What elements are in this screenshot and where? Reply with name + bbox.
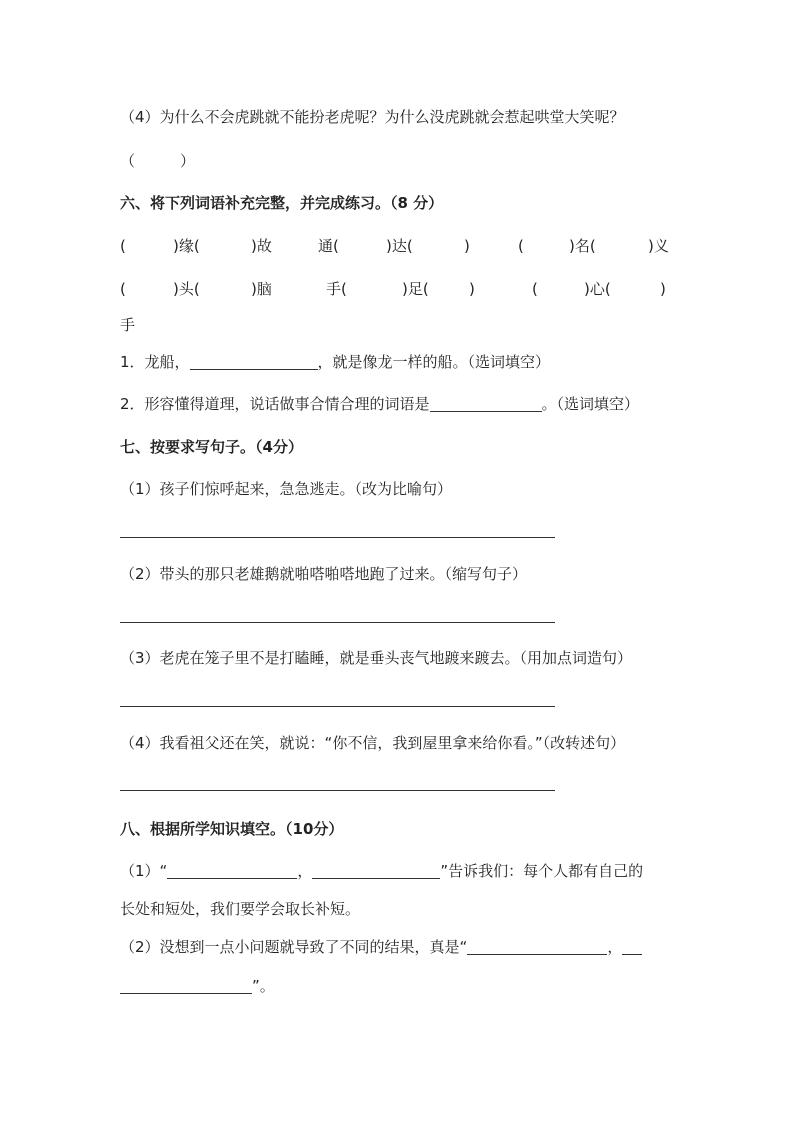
question-8-1-blank-b[interactable] [312,862,440,879]
word-fill-token: ( [120,237,126,255]
question-6-1 [120,352,550,372]
section-8-heading: 八、根据所学知识填空。（10分） [120,820,344,838]
answer-line-7-2[interactable] [120,622,555,623]
question-8-1-suffix: ”告诉我们：每个人都有自己的 [440,862,644,880]
word-fill-token: )达( [386,237,413,255]
word-fill-token: ) [469,280,475,298]
question-8-2-blank-b[interactable] [120,977,252,994]
question-5-4-answer-blank[interactable]: （ ） [120,152,196,170]
answer-line-7-4[interactable] [120,790,555,791]
question-8-2 [120,937,642,957]
question-8-1-continued: 长处和短处，我们要学会取长补短。 [120,900,361,918]
section-6-heading: 六、将下列词语补充完整，并完成练习。（8 分） [120,194,444,212]
question-8-2-continued [120,976,275,996]
word-fill-token: ) [464,237,470,255]
word-fill-token: 通( [318,237,339,255]
word-fill-token: ( [518,237,524,255]
question-6-1-prefix: 1．龙船， [120,353,190,371]
question-7-3: （3）老虎在笼子里不是打瞌睡，就是垂头丧气地踱来踱去。（用加点词造句） [120,649,633,667]
word-fill-token: )头( [173,280,200,298]
word-fill-row-1 [120,236,680,256]
word-fill-row-2 [120,279,680,299]
question-8-1 [120,861,643,881]
question-8-1-comma: ， [297,862,313,880]
word-fill-token: )义 [648,237,669,255]
question-6-1-blank[interactable] [190,353,318,370]
word-fill-token: )名( [569,237,596,255]
word-fill-token: )缘( [173,237,200,255]
question-5-4: （4）为什么不会虎跳就不能扮老虎呢？为什么没虎跳就会惹起哄堂大笑呢？ [120,108,625,126]
question-6-2-prefix: 2．形容懂得道理，说话做事合情合理的词语是 [120,395,430,413]
question-8-2-blank-a[interactable] [467,938,607,955]
question-8-2-blank-b-start[interactable] [622,938,642,955]
question-6-2-suffix: 。（选词填空） [541,395,640,413]
question-7-1: （1）孩子们惊呼起来，急急逃走。（改为比喻句） [120,480,453,498]
answer-line-7-1[interactable] [120,537,555,538]
word-fill-token: )心( [584,280,611,298]
word-fill-token: ) [660,280,666,298]
question-8-2-end: ”。 [252,977,275,995]
question-8-1-prefix: （1）“ [120,862,168,880]
word-fill-token: ( [120,280,126,298]
question-6-2 [120,394,639,414]
word-fill-row-2-wrap: 手 [120,316,136,334]
word-fill-token: )足( [402,280,429,298]
question-8-2-comma: ， [607,938,623,956]
question-8-1-blank-a[interactable] [167,862,297,879]
question-7-2: （2）带头的那只老雄鹅就啪嗒啪嗒地跑了过来。（缩写句子） [120,565,528,583]
section-7-heading: 七、按要求写句子。（4分） [120,438,303,456]
question-7-4: （4）我看祖父还在笑，就说：“你不信，我到屋里拿来给你看。”（改转述句） [120,734,626,752]
answer-line-7-3[interactable] [120,706,555,707]
word-fill-token: )故 [251,237,272,255]
word-fill-token: ( [532,280,538,298]
word-fill-token: )脑 [251,280,272,298]
question-6-1-suffix: ，就是像龙一样的船。（选词填空） [317,353,551,371]
question-6-2-blank[interactable] [430,395,542,412]
question-8-2-prefix: （2）没想到一点小问题就导致了不同的结果，真是“ [120,938,468,956]
word-fill-token: 手( [326,280,347,298]
